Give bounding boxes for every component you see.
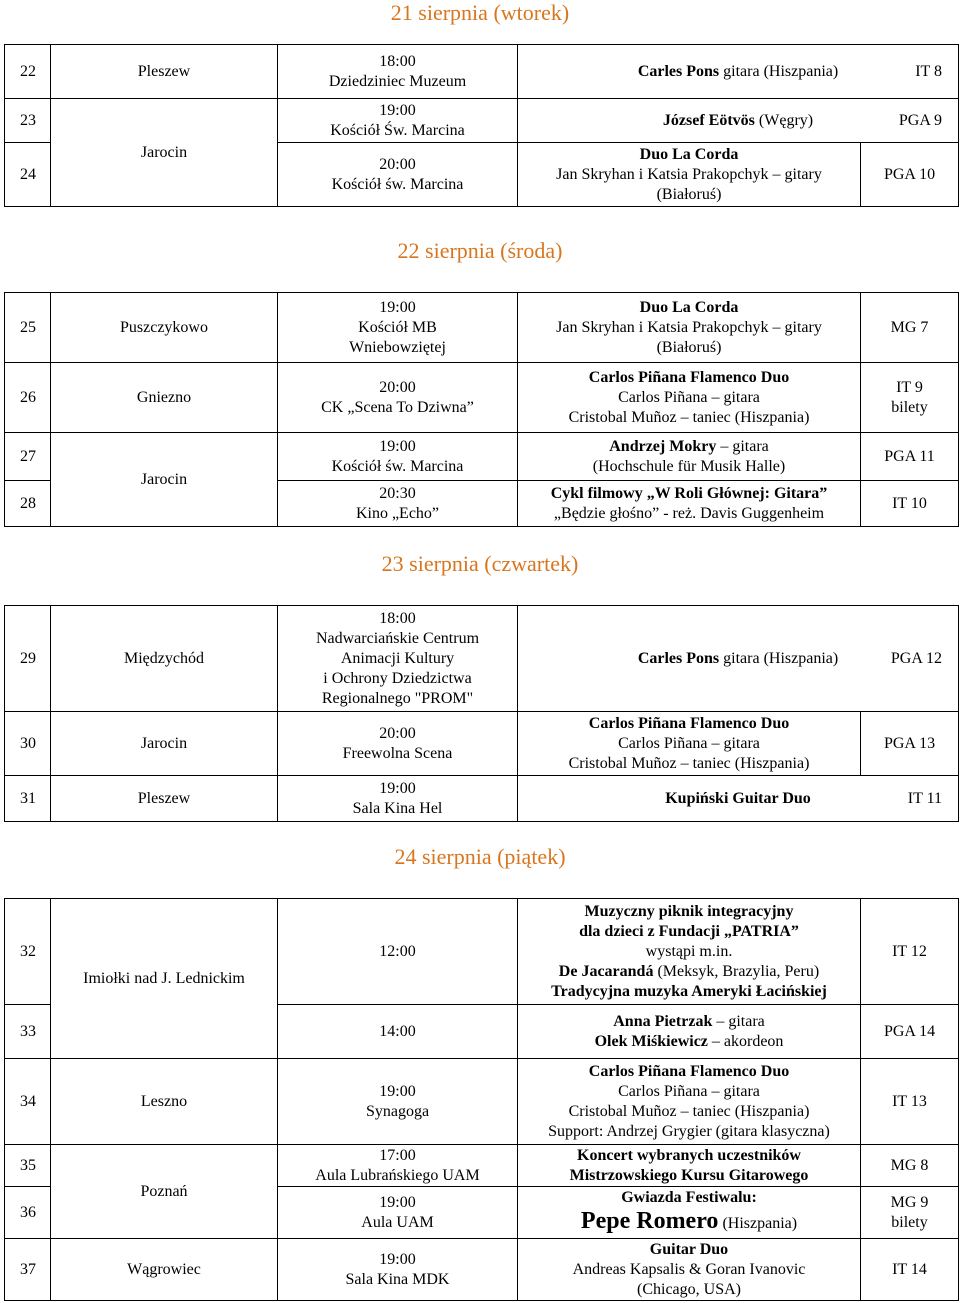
event-time-venue: 20:00 Freewolna Scena	[278, 712, 518, 776]
schedule-table	[4, 898, 959, 1301]
event-time-venue: 19:00 Sala Kina Hel	[278, 776, 518, 822]
event-code: IT 14	[861, 1239, 959, 1301]
event-code: PGA 12	[890, 649, 943, 667]
event-number: 32	[5, 899, 51, 1005]
event-number: 25	[5, 293, 51, 363]
event-number: 28	[5, 481, 51, 527]
table-row	[5, 433, 959, 481]
table-row	[5, 99, 959, 143]
event-time-venue: 18:00 Nadwarciańskie Centrum Animacji Kultury i Ochrony Dziedzictwa Regionalnego "PROM"	[278, 606, 518, 712]
event-code: PGA 11	[861, 433, 959, 481]
table-row	[5, 45, 959, 99]
table-row	[5, 293, 959, 363]
event-code: PGA 10	[861, 143, 959, 207]
table-row	[5, 1059, 959, 1145]
day-heading: 23 sierpnia (czwartek)	[381, 551, 579, 576]
event-code: IT 9 bilety	[861, 363, 959, 433]
event-code: IT 11	[907, 789, 943, 807]
event-time-venue: 20:00 Kościół św. Marcina	[278, 143, 518, 207]
event-time-venue: 20:00 CK „Scena To Dziwna”	[278, 363, 518, 433]
table-row	[5, 363, 959, 433]
event-performer: Duo La Corda Jan Skryhan i Katsia Prakopchyk – gitary (Białoruś)	[518, 293, 861, 363]
event-number: 29	[5, 606, 51, 712]
event-performer: József Eötvös (Węgry) PGA 9	[518, 99, 959, 143]
event-performer: Andrzej Mokry – gitara (Hochschule für Musik Halle)	[518, 433, 861, 481]
event-performer: Carlos Piñana Flamenco Duo Carlos Piñana – gitara Cristobal Muñoz – taniec (Hiszpania)	[518, 712, 861, 776]
event-number: 22	[5, 45, 51, 99]
event-number: 31	[5, 776, 51, 822]
event-place: Jarocin	[51, 433, 278, 527]
event-number: 23	[5, 99, 51, 143]
event-number: 30	[5, 712, 51, 776]
event-code: PGA 13	[861, 712, 959, 776]
event-performer: Muzyczny piknik integracyjny dla dzieci z Fundacji „PATRIA” wystąpi m.in. De Jacarandá (Meksyk, Brazylia, Peru) Tradycyjna muzyka Ameryki Łacińskiej	[518, 899, 861, 1005]
event-place: Pleszew	[51, 45, 278, 99]
table-row	[5, 1239, 959, 1301]
event-code: IT 8	[915, 62, 943, 80]
event-performer: Guitar Duo Andreas Kapsalis & Goran Ivanovic (Chicago, USA)	[518, 1239, 861, 1301]
event-code: IT 13	[861, 1059, 959, 1145]
table-row	[5, 1145, 959, 1187]
event-place: Poznań	[51, 1145, 278, 1239]
schedule-table	[4, 44, 959, 207]
event-time-venue: 19:00 Aula UAM	[278, 1187, 518, 1239]
event-performer: Kupiński Guitar Duo IT 11	[518, 776, 959, 822]
event-code: PGA 14	[861, 1005, 959, 1059]
table-row	[5, 606, 959, 712]
event-number: 36	[5, 1187, 51, 1239]
event-performer: Carles Pons gitara (Hiszpania) IT 8	[518, 45, 959, 99]
event-place: Międzychód	[51, 606, 278, 712]
event-place: Gniezno	[51, 363, 278, 433]
event-performer: Duo La Corda Jan Skryhan i Katsia Prakopchyk – gitary (Białoruś)	[518, 143, 861, 207]
event-code: MG 7	[861, 293, 959, 363]
event-code: IT 10	[861, 481, 959, 527]
event-time-venue: 18:00 Dziedziniec Muzeum	[278, 45, 518, 99]
event-performer: Anna Pietrzak – gitara Olek Miśkiewicz – akordeon	[518, 1005, 861, 1059]
event-number: 35	[5, 1145, 51, 1187]
event-time: 14:00	[278, 1005, 518, 1059]
event-time-venue: 17:00 Aula Lubrańskiego UAM	[278, 1145, 518, 1187]
day-heading: 21 sierpnia (wtorek)	[390, 0, 570, 25]
event-performer: Carlos Piñana Flamenco Duo Carlos Piñana – gitara Cristobal Muñoz – taniec (Hiszpania) Support: Andrzej Grygier (gitara klasyczna)	[518, 1059, 861, 1145]
event-time: 12:00	[278, 899, 518, 1005]
table-row	[5, 776, 959, 822]
schedule-table	[4, 605, 959, 822]
event-time-venue: 19:00 Kościół św. Marcina	[278, 433, 518, 481]
event-time-venue: 19:00 Synagoga	[278, 1059, 518, 1145]
event-place: Pleszew	[51, 776, 278, 822]
event-place: Leszno	[51, 1059, 278, 1145]
event-place: Jarocin	[51, 712, 278, 776]
event-time-venue: 19:00 Sala Kina MDK	[278, 1239, 518, 1301]
event-time-venue: 20:30 Kino „Echo”	[278, 481, 518, 527]
event-number: 24	[5, 143, 51, 207]
event-number: 33	[5, 1005, 51, 1059]
event-performer: Carlos Piñana Flamenco Duo Carlos Piñana – gitara Cristobal Muñoz – taniec (Hiszpania)	[518, 363, 861, 433]
event-performer: Carles Pons gitara (Hiszpania) PGA 12	[518, 606, 959, 712]
event-time-venue: 19:00 Kościół MB Wniebowziętej	[278, 293, 518, 363]
event-time-venue: 19:00 Kościół Św. Marcina	[278, 99, 518, 143]
event-performer: Cykl filmowy „W Roli Głównej: Gitara” „Będzie głośno” - reż. Davis Guggenheim	[518, 481, 861, 527]
event-place: Wągrowiec	[51, 1239, 278, 1301]
table-row	[5, 712, 959, 776]
event-number: 34	[5, 1059, 51, 1145]
table-row	[5, 899, 959, 1005]
event-code: MG 8	[861, 1145, 959, 1187]
event-place: Imiołki nad J. Lednickim	[51, 899, 278, 1059]
event-performer: Gwiazda Festiwalu: Pepe Romero (Hiszpania)	[518, 1187, 861, 1239]
day-heading: 22 sierpnia (środa)	[397, 238, 563, 263]
event-performer: Koncert wybranych uczestników Mistrzowskiego Kursu Gitarowego	[518, 1145, 861, 1187]
event-place: Puszczykowo	[51, 293, 278, 363]
day-heading: 24 sierpnia (piątek)	[394, 844, 566, 869]
event-code: MG 9 bilety	[861, 1187, 959, 1239]
event-number: 27	[5, 433, 51, 481]
event-code: IT 12	[861, 899, 959, 1005]
event-place: Jarocin	[51, 99, 278, 207]
event-code: PGA 9	[898, 111, 943, 129]
event-number: 26	[5, 363, 51, 433]
schedule-table	[4, 292, 959, 527]
event-number: 37	[5, 1239, 51, 1301]
